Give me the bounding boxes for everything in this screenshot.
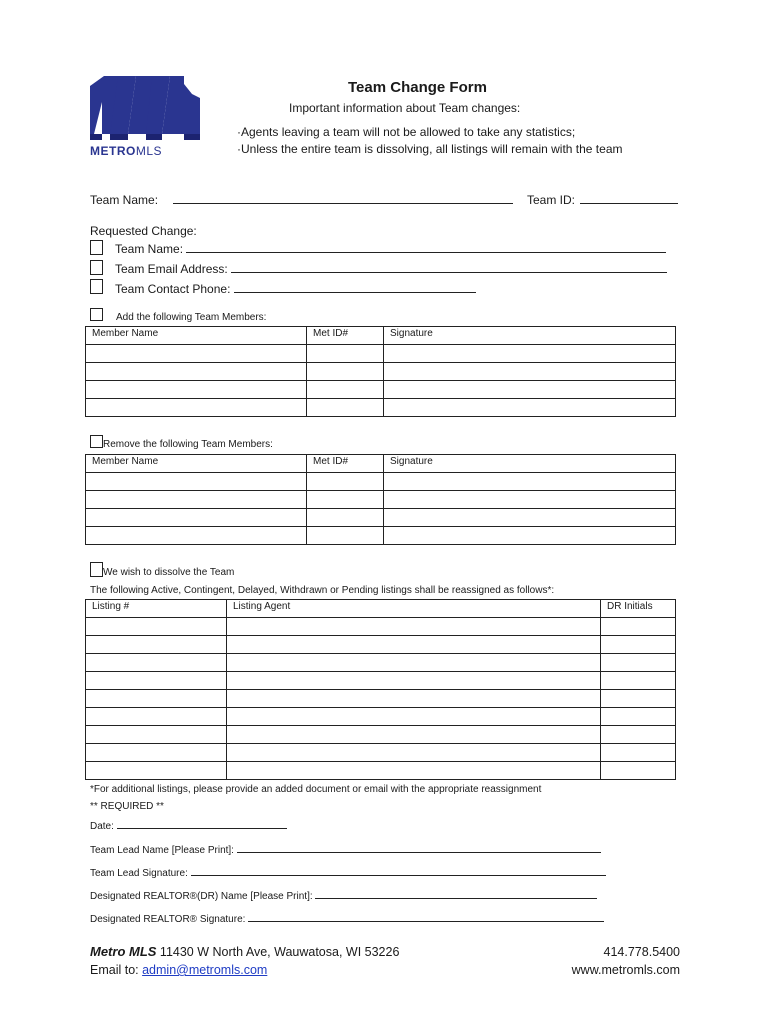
footer-website[interactable]: www.metromls.com <box>571 963 680 977</box>
required-note: ** REQUIRED ** <box>90 801 164 812</box>
dr-initials-cell[interactable] <box>601 672 676 690</box>
header-listing-agent: Listing Agent <box>227 600 601 618</box>
listing-agent-cell[interactable] <box>227 762 601 780</box>
table-row[interactable] <box>86 491 676 509</box>
footer-contact <box>90 943 399 979</box>
table-row[interactable] <box>86 726 676 744</box>
change-team-email: Team Email Address: <box>115 262 667 276</box>
new-team-name-input[interactable] <box>186 242 666 253</box>
team-lead-name-field: Team Lead Name [Please Print]: <box>90 843 601 856</box>
form-subtitle: Important information about Team changes: <box>289 101 521 115</box>
member-name-cell[interactable] <box>86 381 307 399</box>
team-name-input[interactable] <box>173 193 513 204</box>
listing-agent-cell[interactable] <box>227 726 601 744</box>
met-id-cell[interactable] <box>307 473 384 491</box>
dr-initials-cell[interactable] <box>601 744 676 762</box>
team-lead-name-input[interactable] <box>237 843 601 853</box>
listings-table <box>85 599 676 780</box>
table-row[interactable] <box>86 708 676 726</box>
footer-address-line: Metro MLS 11430 W North Ave, Wauwatosa, WI 53226 <box>90 944 400 959</box>
table-header-row <box>86 600 676 618</box>
change-team-name: Team Name: <box>115 242 666 256</box>
met-id-cell[interactable] <box>307 527 384 545</box>
date-input[interactable] <box>117 819 287 829</box>
member-name-cell[interactable] <box>86 491 307 509</box>
table-row[interactable] <box>86 762 676 780</box>
table-row[interactable] <box>86 509 676 527</box>
team-id-input[interactable] <box>580 193 678 204</box>
listing-number-cell[interactable] <box>86 672 227 690</box>
dr-name-input[interactable] <box>315 889 597 899</box>
header-met-id: Met ID# <box>307 455 384 473</box>
add-members-table <box>85 326 676 417</box>
met-id-cell[interactable] <box>307 381 384 399</box>
member-name-cell[interactable] <box>86 345 307 363</box>
header-signature: Signature <box>384 327 676 345</box>
checkbox-add-members[interactable] <box>90 308 103 321</box>
table-header-row <box>86 455 676 473</box>
header-listing-number: Listing # <box>86 600 227 618</box>
footnote: *For additional listings, please provide an added document or email with the appropriate reassignment <box>90 784 542 795</box>
checkbox-dissolve-team[interactable] <box>90 562 103 577</box>
header-member-name: Member Name <box>86 455 307 473</box>
signature-cell[interactable] <box>384 345 676 363</box>
footer-right <box>572 943 680 979</box>
listing-number-cell[interactable] <box>86 708 227 726</box>
dr-initials-cell[interactable] <box>601 726 676 744</box>
date-field: Date: <box>90 819 287 832</box>
note-statistics: ·Agents leaving a team will not be allowed to take any statistics; <box>237 125 576 139</box>
met-id-cell[interactable] <box>307 363 384 381</box>
table-row[interactable] <box>86 381 676 399</box>
logo-wordmark: METROMLS <box>90 144 163 158</box>
table-row[interactable] <box>86 527 676 545</box>
met-id-cell[interactable] <box>307 491 384 509</box>
remove-members-table <box>85 454 676 545</box>
table-header-row <box>86 327 676 345</box>
listing-agent-cell[interactable] <box>227 636 601 654</box>
table-row[interactable] <box>86 654 676 672</box>
listing-number-cell[interactable] <box>86 690 227 708</box>
met-id-cell[interactable] <box>307 399 384 417</box>
listing-number-cell[interactable] <box>86 744 227 762</box>
checkbox-remove-members[interactable] <box>90 435 103 448</box>
remove-members-label: Remove the following Team Members: <box>103 439 273 450</box>
listing-agent-cell[interactable] <box>227 672 601 690</box>
dr-name-field: Designated REALTOR®(DR) Name [Please Print]: <box>90 889 597 902</box>
signature-cell[interactable] <box>384 381 676 399</box>
listing-agent-cell[interactable] <box>227 690 601 708</box>
table-row[interactable] <box>86 636 676 654</box>
member-name-cell[interactable] <box>86 363 307 381</box>
table-row[interactable] <box>86 345 676 363</box>
dr-signature-input[interactable] <box>248 912 604 922</box>
dr-initials-cell[interactable] <box>601 618 676 636</box>
table-row[interactable] <box>86 363 676 381</box>
listing-number-cell[interactable] <box>86 636 227 654</box>
listing-number-cell[interactable] <box>86 762 227 780</box>
member-name-cell[interactable] <box>86 399 307 417</box>
signature-cell[interactable] <box>384 509 676 527</box>
signature-cell[interactable] <box>384 363 676 381</box>
team-lead-signature-input[interactable] <box>191 866 606 876</box>
form-title: Team Change Form <box>348 79 487 96</box>
header-dr-initials: DR Initials <box>601 600 676 618</box>
listing-number-cell[interactable] <box>86 654 227 672</box>
dr-signature-field: Designated REALTOR® Signature: <box>90 912 604 925</box>
table-row[interactable] <box>86 672 676 690</box>
new-team-phone-input[interactable] <box>234 282 476 293</box>
dissolve-team-label: We wish to dissolve the Team <box>103 567 235 578</box>
team-lead-signature-field: Team Lead Signature: <box>90 866 606 879</box>
table-row[interactable] <box>86 690 676 708</box>
table-row[interactable] <box>86 399 676 417</box>
footer-phone: 414.778.5400 <box>603 945 680 959</box>
signature-cell[interactable] <box>384 491 676 509</box>
header-signature: Signature <box>384 455 676 473</box>
footer-email-line: Email to: admin@metromls.com <box>90 963 268 977</box>
team-id-field: Team ID: <box>527 193 678 207</box>
email-link[interactable]: admin@metromls.com <box>142 963 268 977</box>
listing-agent-cell[interactable] <box>227 708 601 726</box>
new-team-email-input[interactable] <box>231 262 667 273</box>
listing-number-cell[interactable] <box>86 726 227 744</box>
dr-initials-cell[interactable] <box>601 708 676 726</box>
dr-initials-cell[interactable] <box>601 690 676 708</box>
signature-cell[interactable] <box>384 399 676 417</box>
signature-cell[interactable] <box>384 527 676 545</box>
dissolve-instruction: The following Active, Contingent, Delayed, Withdrawn or Pending listings shall be reassigned as follows*: <box>90 585 555 596</box>
listing-agent-cell[interactable] <box>227 654 601 672</box>
dr-initials-cell[interactable] <box>601 654 676 672</box>
dr-initials-cell[interactable] <box>601 636 676 654</box>
member-name-cell[interactable] <box>86 509 307 527</box>
met-id-cell[interactable] <box>307 509 384 527</box>
checkbox-team-email[interactable] <box>90 260 103 275</box>
header-member-name: Member Name <box>86 327 307 345</box>
header-met-id: Met ID# <box>307 327 384 345</box>
listing-agent-cell[interactable] <box>227 744 601 762</box>
member-name-cell[interactable] <box>86 473 307 491</box>
listing-agent-cell[interactable] <box>227 618 601 636</box>
team-name-field: Team Name: <box>90 193 513 207</box>
add-members-label: Add the following Team Members: <box>116 312 267 323</box>
dr-initials-cell[interactable] <box>601 762 676 780</box>
note-listings: ·Unless the entire team is dissolving, all listings will remain with the team <box>237 142 623 156</box>
table-row[interactable] <box>86 744 676 762</box>
member-name-cell[interactable] <box>86 527 307 545</box>
checkbox-team-name[interactable] <box>90 240 103 255</box>
change-team-phone: Team Contact Phone: <box>115 282 476 296</box>
checkbox-team-phone[interactable] <box>90 279 103 294</box>
requested-change-label: Requested Change: <box>90 224 197 238</box>
listing-number-cell[interactable] <box>86 618 227 636</box>
signature-cell[interactable] <box>384 473 676 491</box>
table-row[interactable] <box>86 618 676 636</box>
table-row[interactable] <box>86 473 676 491</box>
met-id-cell[interactable] <box>307 345 384 363</box>
